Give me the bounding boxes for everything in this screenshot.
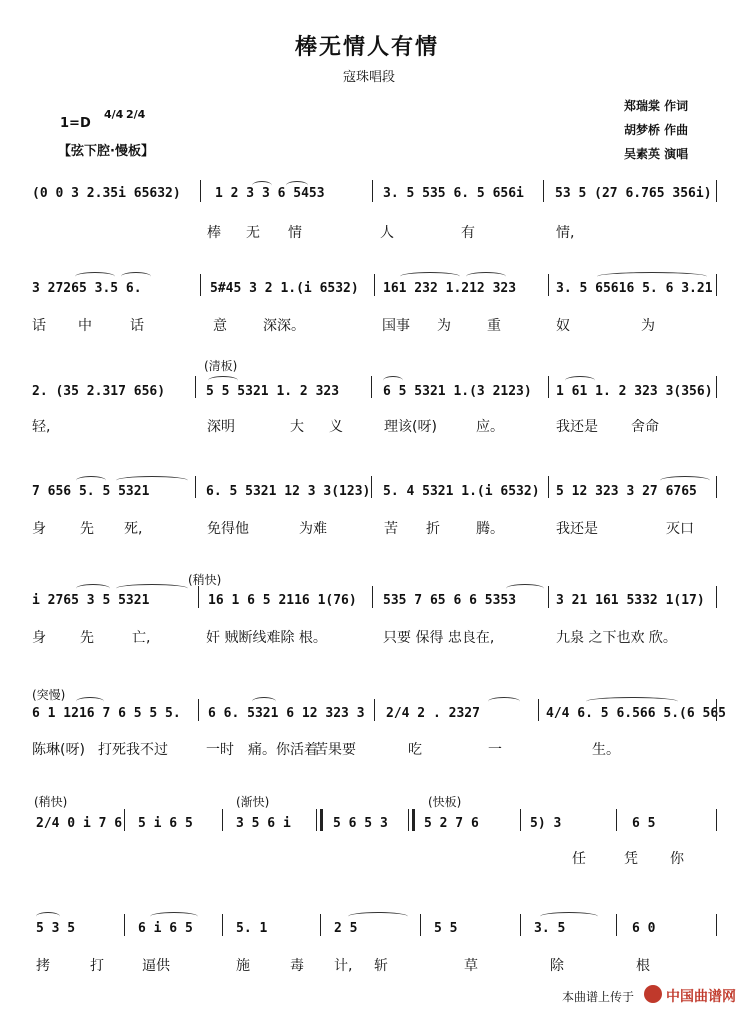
barline [420,914,421,936]
notes-s2-m4: 3. 5 65616 5. 6 3.21 [556,281,713,296]
slur [540,912,598,921]
slur [586,697,678,706]
notes-s7-m3: 3 5 6 i [236,816,291,831]
notes-s3-m2: 5 5 5321 1. 2 323 [206,384,340,399]
lyric: 九泉 之下也欢 欣。 [556,630,677,646]
lyric: 大 [290,419,304,435]
lyric: 生。 [592,742,620,758]
lyric: 腾。 [476,521,504,537]
notes-s6-m2: 6 6. 5321 6 12 323 3 [208,706,365,721]
notes-s3-m4: 1 61 1. 2 323 3(356) [556,384,713,399]
lyric: 人 [380,225,394,241]
barline [616,914,617,936]
notes-s6-m1: 6 1 1216 7 6 5 5 5. [32,706,181,721]
lyric: 轻, [32,419,51,435]
barline [548,376,549,398]
notes-s2-m1: 3 27265 3.5 6. [32,281,142,296]
slur [286,181,308,190]
slur [383,376,403,385]
lyric: 义 [329,419,343,435]
time-signature-1: 4/4 [104,108,124,121]
lyric: 我还是 [556,521,598,537]
barline [374,699,375,721]
notes-s8-m7: 6 0 [632,921,656,936]
credit-singer: 吴素英 演唱 [624,147,689,161]
notes-s3-m1: 2. (35 2.317 656) [32,384,166,399]
tempo-marking-tuman: (突慢) [32,688,66,702]
lyric: 苦果要 [314,742,356,758]
slur [488,697,520,706]
slur [116,584,188,593]
lyric: 话 [32,318,46,334]
lyric: 免得他 [207,521,249,537]
notes-s1-m3: 3. 5 535 6. 5 656i [383,186,524,201]
site-logo-icon [644,985,662,1003]
lyric: 凭 [624,851,638,867]
barline [548,274,549,296]
lyric: 重 [487,318,501,334]
lyric: 为 [437,318,451,334]
footer-upload-text: 本曲谱上传于 [562,990,635,1004]
notes-s6-m3: 2/4 2 . 2327 [386,706,480,721]
notes-s1-m1: (0 0 3 2.35i 65632) [32,186,181,201]
lyric: 有 [461,225,475,241]
lyric: 应。 [476,419,504,435]
lyric: 意 [213,318,227,334]
barline [371,476,372,498]
notes-s4-m3: 5. 4 5321 1.(i 6532) [383,484,540,499]
barline [716,476,717,498]
lyric: 灭口 [666,521,694,537]
lyric: 逼供 [142,958,170,974]
slur [597,272,707,281]
subtitle: 寇珠唱段 [343,70,396,85]
barline [124,809,125,831]
notes-s2-m2: 5#45 3 2 1.(i 6532) [210,281,359,296]
slur [76,584,110,593]
lyric: 无 [246,225,260,241]
lyric: 施 [236,958,250,974]
lyric: 只要 保得 忠良在, [383,630,495,646]
barline [200,274,201,296]
barline [372,586,373,608]
barline [372,180,373,202]
tempo-marking-qingban: (清板) [204,359,238,373]
footer-brand[interactable]: 中国曲谱网 [666,989,736,1005]
lyric: 情 [288,225,302,241]
slur [565,376,595,385]
lyric: 计, [334,958,353,974]
lyric: 为难 [299,521,327,537]
lyric: 一 [488,742,502,758]
barline [543,180,544,202]
notes-s8-m2: 6 i 6 5 [138,921,193,936]
lyric: 亡, [132,630,151,646]
barline [222,809,223,831]
tempo-marking-kuaiban: (快板) [428,795,462,809]
barline [520,914,521,936]
lyric: 身 [32,521,46,537]
lyric: 打 [90,958,104,974]
barline [716,586,717,608]
notes-s6-m4: 4/4 6. 5 6.566 5.(6 565 [546,706,727,721]
lyric: 深明 [207,419,235,435]
slur [76,697,104,706]
notes-s4-m2: 6. 5 5321 12 3 3(123) [206,484,371,499]
key-signature: 1=D [60,116,91,131]
notes-s8-m1: 5 3 5 [36,921,76,936]
barline [222,914,223,936]
notes-s7-m4: 5 6 5 3 [333,816,388,831]
lyric: 奴 [556,318,570,334]
lyric: 国事 [382,318,410,334]
notes-s3-m3: 6 5 5321 1.(3 2123) [383,384,532,399]
barline [616,809,617,831]
lyric: 身 [32,630,46,646]
lyric: 打死我不过 [98,742,168,758]
slur [506,584,544,593]
notes-s7-m1: 2/4 0 i 7 6 [36,816,123,831]
notes-s5-m1: i 2765 3 5 5321 [32,593,150,608]
slur [76,476,106,485]
barline [374,274,375,296]
barline [520,809,521,831]
notes-s7-m2: 5 i 6 5 [138,816,193,831]
slur [466,272,506,281]
notes-s5-m2: 16 1 6 5 2116 1(76) [208,593,357,608]
lyric: 根 [636,958,650,974]
notes-s8-m4: 2 5 [334,921,358,936]
slur [36,912,60,921]
lyric: 毒 [290,958,304,974]
lyric: 任 [572,851,586,867]
notes-s4-m4: 5 12 323 3 27 6765 [556,484,697,499]
barline [548,476,549,498]
lyric: 死, [124,521,143,537]
barline [716,376,717,398]
lyric: 为 [641,318,655,334]
credit-lyricist: 郑瑞棠 作词 [624,99,689,113]
barline [371,376,372,398]
slur [348,912,408,921]
notes-s1-m2: 1 2 3 3 6 5453 [215,186,325,201]
notes-s5-m3: 535 7 65 6 6 5353 [383,593,517,608]
slur [252,697,276,706]
repeat-end-barline [408,809,415,831]
notes-s7-m5: 5 2 7 6 [424,816,479,831]
barline [200,180,201,202]
barline [716,274,717,296]
notes-s8-m5: 5 5 [434,921,458,936]
slur [252,181,272,190]
lyric: 情, [556,225,575,241]
slur [150,912,198,921]
barline [716,699,717,721]
barline [538,699,539,721]
lyric: 草 [464,958,478,974]
slur [400,272,460,281]
notes-s8-m6: 3. 5 [534,921,566,936]
slur [121,272,151,281]
lyric: 吃 [408,742,422,758]
barline [716,180,717,202]
barline [548,586,549,608]
tempo-marking-jiankuai: (渐快) [236,795,270,809]
notes-s1-m4: 53 5 (27 6.765 356i) [555,186,712,201]
lyric: 奸 贼断线难除 根。 [206,630,327,646]
lyric: 先 [80,521,94,537]
lyric: 深深。 [263,318,305,334]
barline [195,476,196,498]
slur [208,376,238,385]
slur [75,272,115,281]
lyric: 棒 [207,225,221,241]
slur [660,476,710,485]
lyric: 你 [670,851,684,867]
lyric: 话 [130,318,144,334]
lyric: 拷 [36,958,50,974]
notes-s7-m6: 5) 3 [530,816,562,831]
notes-s8-m3: 5. 1 [236,921,268,936]
notes-s7-m7: 6 5 [632,816,656,831]
barline [195,376,196,398]
lyric: 折 [426,521,440,537]
barline [716,809,717,831]
notes-s4-m1: 7 656 5. 5 5321 [32,484,150,499]
lyric: 先 [80,630,94,646]
barline [198,586,199,608]
slur [116,476,188,485]
page-title: 棒无情人有情 [295,35,440,60]
lyric: 理该(呀) [384,419,437,435]
lyric: 我还是 [556,419,598,435]
barline [716,914,717,936]
barline [198,699,199,721]
lyric: 苦 [384,521,398,537]
barline [320,914,321,936]
lyric: 陈琳(呀) [32,742,85,758]
tempo-marking-shaokuai-2: (稍快) [34,795,68,809]
notes-s2-m3: 161 232 1.212 323 [383,281,517,296]
time-signature-2: 2/4 [126,108,146,121]
barline [124,914,125,936]
lyric: 一时 [206,742,234,758]
repeat-start-barline [316,809,323,831]
lyric: 中 [78,318,92,334]
lyric: 舍命 [631,419,659,435]
lyric: 痛。你活着 [248,742,318,758]
tempo-marking-shaokuai: (稍快) [188,573,222,587]
notes-s5-m4: 3 21 161 5332 1(17) [556,593,705,608]
lyric: 除 [550,958,564,974]
style-marking: 【弦下腔·慢板】 [58,144,154,159]
credit-composer: 胡梦桥 作曲 [624,123,689,137]
lyric: 斩 [374,958,388,974]
